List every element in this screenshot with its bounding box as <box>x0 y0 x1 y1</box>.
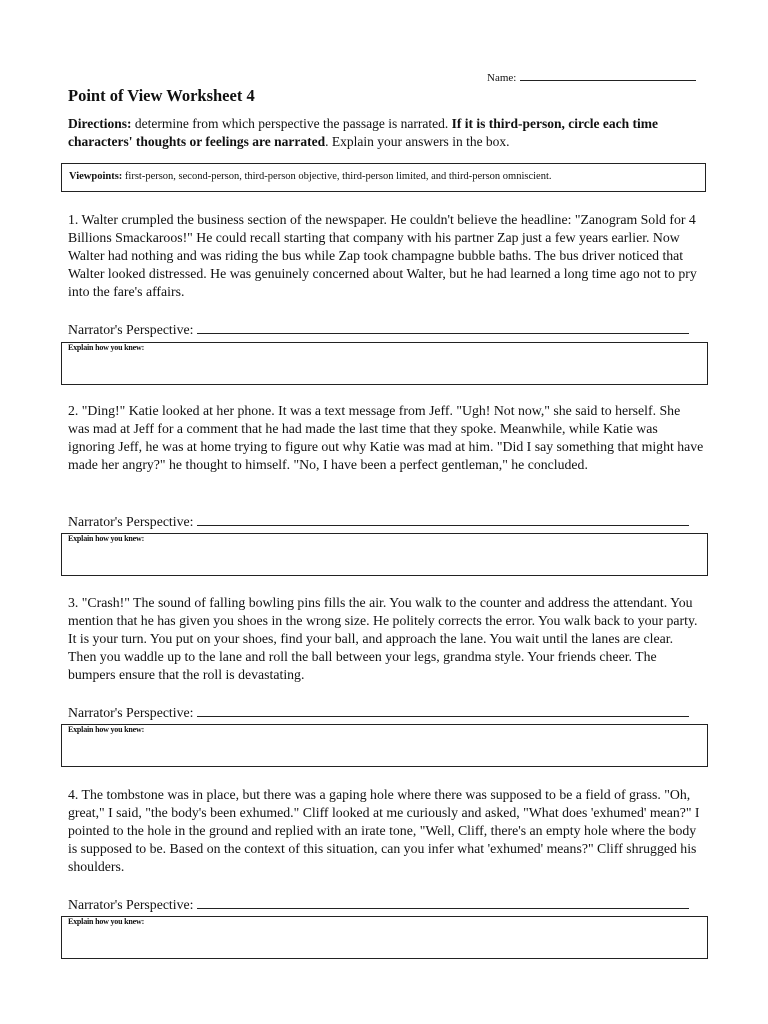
explain-box-4[interactable] <box>61 916 708 959</box>
explain-label: Explain how you knew: <box>68 917 145 926</box>
page-title: Point of View Worksheet 4 <box>68 86 255 105</box>
passage-1: 1. Walter crumpled the business section of the newspaper. He couldn't believe the headline: "Zanogram Sold for 4 Billions Smackaroos!" He could recall starting that company with his partner Zap just a few years earlier. Now Walter had nothing and was riding the bus while Zap took champagne bubble baths. The bus driver noticed that Walter looked distressed. He was genuinely concerned about Walter, but he had learned a long time ago not to pry into the fare's affairs. <box>68 212 697 299</box>
explain-box-3[interactable] <box>61 724 708 767</box>
perspective-answer-line-1[interactable] <box>197 319 689 334</box>
directions-text-end: . Explain your answers in the box. <box>325 134 510 149</box>
explain-box-2[interactable] <box>61 533 708 576</box>
explain-label: Explain how you knew: <box>68 534 145 543</box>
perspective-answer-line-4[interactable] <box>197 894 689 909</box>
directions <box>68 115 708 151</box>
explain-label: Explain how you knew: <box>68 725 145 734</box>
name-blank-line[interactable] <box>520 68 696 81</box>
viewpoints-text: first-person, second-person, third-person objective, third-person limited, and third-person omniscient. <box>122 171 552 182</box>
passage-2: 2. "Ding!" Katie looked at her phone. It was a text message from Jeff. "Ugh! Not now," she said to herself. She was mad at Jeff for a comment that he had made the last time that they spoke. Meanwhile, while Katie was ignoring Jeff, he was at home trying to figure out why Katie was mad at him. "Did I say something that might have made her angry?" he thought to himself. "No, I have been a perfect gentleman," he concluded. <box>68 403 704 472</box>
perspective-label: Narrator's Perspective: <box>68 514 194 529</box>
perspective-answer-line-3[interactable] <box>197 702 689 717</box>
directions-text: determine from which perspective the passage is narrated. <box>131 116 452 131</box>
directions-emphasis: If it is third-person, circle each time characters' thoughts or feelings are narrated <box>68 116 658 149</box>
perspective-label: Narrator's Perspective: <box>68 705 194 720</box>
name-field <box>487 68 696 84</box>
directions-label: Directions: <box>68 116 132 131</box>
passage-3: 3. "Crash!" The sound of falling bowling pins fills the air. You walk to the counter and address the attendant. You mention that he has given you shoes in the wrong size. He politely corrects the error. You walk back to your party. It is your turn. You put on your shoes, find your ball, and approach the lane. You wait until the lanes are clear. Then you waddle up to the lane and roll the ball between your legs, grandma style. Your friends cheer. The bumpers ensure that the roll is devastating. <box>68 595 698 682</box>
narrator-perspective-2 <box>68 511 704 531</box>
viewpoints-box <box>61 163 706 192</box>
narrator-perspective-4 <box>68 894 704 914</box>
name-label: Name: <box>487 72 517 84</box>
narrator-perspective-3 <box>68 702 704 722</box>
perspective-label: Narrator's Perspective: <box>68 322 194 337</box>
explain-box-1[interactable] <box>61 342 708 385</box>
viewpoints-label: Viewpoints: <box>69 171 123 182</box>
passage-4: 4. The tombstone was in place, but there was a gaping hole where there was supposed to be a field of grass. "Oh, great," I said, "the body's been exhumed." Cliff looked at me curiously and asked, "What does 'exhumed' mean?" I pointed to the hole in the ground and replied with an irate tone, "Well, Cliff, there's an empty hole where the body is supposed to be. Based on the context of this situation, can you infer what 'exhumed' means?" Cliff shrugged his shoulders. <box>68 787 700 874</box>
perspective-answer-line-2[interactable] <box>197 511 689 526</box>
explain-label: Explain how you knew: <box>68 343 145 352</box>
narrator-perspective-1 <box>68 319 704 339</box>
perspective-label: Narrator's Perspective: <box>68 897 194 912</box>
